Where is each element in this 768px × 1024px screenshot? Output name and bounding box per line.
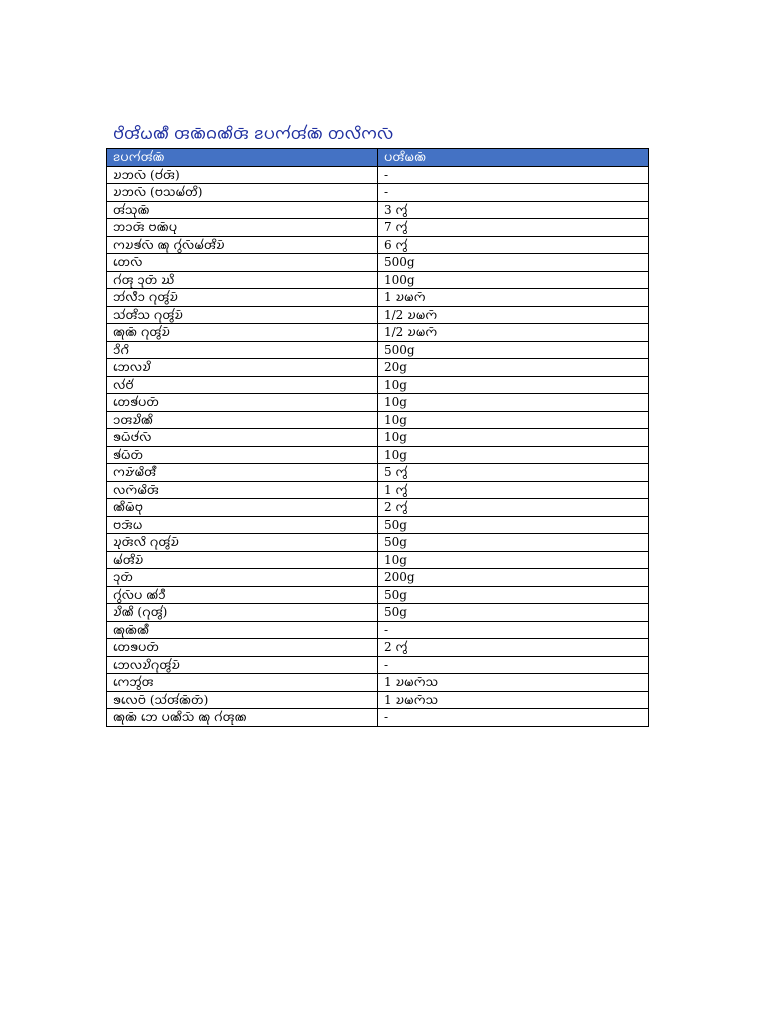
quantity-cell: 1 𑄌𑄟𑄇𑄴𑄥 xyxy=(378,691,649,709)
ingredient-cell: 𑄣𑄇𑄴𑄟𑄨𑄢𑄴 xyxy=(107,481,378,499)
header-quantity: 𑄛𑄢𑄨𑄟𑄚𑄴 xyxy=(378,149,649,167)
table-row xyxy=(107,516,649,534)
quantity-cell: - xyxy=(378,166,649,184)
table-row xyxy=(107,184,649,202)
ingredient-cell: 𑄎𑄧𑄠𑄴𑄖𑄴 xyxy=(107,446,378,464)
ingredient-cell: 𑄃𑄬𑄣𑄌𑄨𑄉𑄪𑄢𑄮𑄌𑄴 xyxy=(107,656,378,674)
quantity-cell: 10g xyxy=(378,551,649,569)
table-row xyxy=(107,166,649,184)
ingredient-cell: 𑄘𑄪𑄖𑄴 xyxy=(107,569,378,587)
table-header-row xyxy=(107,149,649,167)
ingredient-cell: 𑄚𑄪𑄚𑄴 𑄃𑄬 𑄛𑄚𑄨𑄥𑄴 𑄚𑄪 𑄉𑄧𑄢𑄪𑄚 xyxy=(107,709,378,727)
table-row xyxy=(107,621,649,639)
ingredient-cell: 𑄟𑄧𑄢𑄨𑄌𑄴 xyxy=(107,551,378,569)
table-row xyxy=(107,464,649,482)
quantity-cell: 1 𑄇𑄮 xyxy=(378,481,649,499)
quantity-cell: 500g xyxy=(378,254,649,272)
table-row xyxy=(107,656,649,674)
ingredient-cell: 𑄝𑄞𑄴𑄠 xyxy=(107,516,378,534)
quantity-cell: 1 𑄌𑄟𑄇𑄴 xyxy=(378,289,649,307)
ingredient-cell: 𑄘𑄢𑄌𑄨𑄚𑄨 xyxy=(107,411,378,429)
table-row xyxy=(107,341,649,359)
ingredient-cell: 𑄎𑄠𑄴𑄜𑄧𑄣𑄴 xyxy=(107,429,378,447)
table-row xyxy=(107,324,649,342)
quantity-cell: 50g xyxy=(378,604,649,622)
quantity-cell: 20g xyxy=(378,359,649,377)
ingredients-table xyxy=(106,148,649,727)
quantity-cell: 500g xyxy=(378,341,649,359)
ingredient-cell: 𑄇𑄌𑄎𑄧𑄣𑄴 𑄚𑄪 𑄉𑄮𑄣𑄴𑄟𑄧𑄢𑄨𑄌𑄴 xyxy=(107,236,378,254)
quantity-cell: 10g xyxy=(378,446,649,464)
ingredient-cell: 𑄌𑄪𑄢𑄴𑄣𑄨 𑄉𑄪𑄢𑄮𑄌𑄴 xyxy=(107,534,378,552)
table-row xyxy=(107,691,649,709)
quantity-cell: 10g xyxy=(378,376,649,394)
table-row xyxy=(107,394,649,412)
ingredient-cell: 𑄃𑄘𑄢𑄴 𑄝𑄚𑄴𑄛𑄪 xyxy=(107,219,378,237)
quantity-cell: 50g xyxy=(378,516,649,534)
ingredient-cell: 𑄉𑄧𑄢𑄪 𑄘𑄪𑄖𑄴 𑄊𑄨 xyxy=(107,271,378,289)
table-row xyxy=(107,376,649,394)
quantity-cell: 2 𑄇𑄮 xyxy=(378,639,649,657)
table-row xyxy=(107,289,649,307)
quantity-cell: 3 𑄇𑄮 xyxy=(378,201,649,219)
table-row xyxy=(107,306,649,324)
table-row xyxy=(107,219,649,237)
quantity-cell: 1 𑄌𑄟𑄇𑄴𑄥 xyxy=(378,674,649,692)
table-row xyxy=(107,359,649,377)
ingredient-cell: 𑄌𑄨𑄚𑄨 (𑄉𑄪𑄢𑄮) xyxy=(107,604,378,622)
ingredient-cell: 𑄥𑄧𑄢𑄨𑄥 𑄉𑄪𑄢𑄮𑄌𑄴 xyxy=(107,306,378,324)
table-row xyxy=(107,254,649,272)
table-row xyxy=(107,534,649,552)
quantity-cell: - xyxy=(378,709,649,727)
ingredient-cell: 𑄚𑄪𑄚𑄴 𑄉𑄪𑄢𑄮𑄌𑄴 xyxy=(107,324,378,342)
ingredient-cell: 𑄃𑄧𑄣𑄩𑄘 𑄉𑄪𑄢𑄮𑄌𑄴 xyxy=(107,289,378,307)
table-row xyxy=(107,709,649,727)
quantity-cell: 100g xyxy=(378,271,649,289)
ingredient-cell: 𑄘𑄨𑄉𑄨 xyxy=(107,341,378,359)
table-row xyxy=(107,446,649,464)
ingredient-cell: 𑄣𑄧𑄝𑄧𑄁 xyxy=(107,376,378,394)
table-row xyxy=(107,499,649,517)
quantity-cell: 6 𑄇𑄮 xyxy=(378,236,649,254)
quantity-cell: 5 𑄇𑄮 xyxy=(378,464,649,482)
quantity-cell: - xyxy=(378,184,649,202)
quantity-cell: 2 𑄇𑄮 xyxy=(378,499,649,517)
quantity-cell: 10g xyxy=(378,429,649,447)
table-row xyxy=(107,481,649,499)
quantity-cell: 1/2 𑄌𑄟𑄇𑄴 xyxy=(378,324,649,342)
ingredient-cell: 𑄌𑄃𑄣𑄴 (𑄝𑄥𑄟𑄧𑄖𑄨) xyxy=(107,184,378,202)
table-row xyxy=(107,411,649,429)
ingredient-cell: 𑄃𑄬𑄣𑄌𑄨 xyxy=(107,359,378,377)
quantity-cell: 50g xyxy=(378,586,649,604)
ingredient-cell: 𑄖𑄬𑄎𑄧𑄛𑄖𑄴 xyxy=(107,394,378,412)
quantity-cell: 7 𑄇𑄮 xyxy=(378,219,649,237)
table-row xyxy=(107,236,649,254)
table-body xyxy=(107,166,649,726)
quantity-cell: 50g xyxy=(378,534,649,552)
header-ingredient: 𑄅𑄛𑄇𑄧𑄢𑄧𑄚𑄴 xyxy=(107,149,378,167)
quantity-cell: 10g xyxy=(378,394,649,412)
table-row xyxy=(107,201,649,219)
quantity-cell: 200g xyxy=(378,569,649,587)
ingredient-cell: 𑄇𑄬𑄃𑄮𑄢 xyxy=(107,674,378,692)
quantity-cell: - xyxy=(378,656,649,674)
table-row xyxy=(107,569,649,587)
ingredient-cell: 𑄢𑄧𑄥𑄪𑄚𑄴 xyxy=(107,201,378,219)
ingredient-cell: 𑄖𑄬𑄎𑄛𑄖𑄴 xyxy=(107,639,378,657)
table-row xyxy=(107,674,649,692)
ingredient-cell: 𑄚𑄨𑄟𑄴𑄝𑄪 xyxy=(107,499,378,517)
table-row xyxy=(107,639,649,657)
table-row xyxy=(107,551,649,569)
ingredient-cell: 𑄉𑄮𑄣𑄴𑄛 𑄚𑄧𑄘𑄩 xyxy=(107,586,378,604)
ingredient-cell: 𑄖𑄬𑄣𑄴 xyxy=(107,254,378,272)
table-row xyxy=(107,604,649,622)
quantity-cell: - xyxy=(378,621,649,639)
quantity-cell: 1/2 𑄌𑄟𑄇𑄴 xyxy=(378,306,649,324)
ingredient-cell: 𑄌𑄃𑄣𑄴 (𑄝𑄧𑄢𑄴) xyxy=(107,166,378,184)
table-row xyxy=(107,586,649,604)
ingredient-cell: 𑄎𑄣𑄬𑄝𑄴 (𑄥𑄧𑄢𑄧𑄚𑄴𑄖𑄴) xyxy=(107,691,378,709)
ingredient-cell: 𑄇𑄏𑄴𑄟𑄨𑄢𑄩 xyxy=(107,464,378,482)
quantity-cell: 10g xyxy=(378,411,649,429)
table-row xyxy=(107,429,649,447)
ingredient-cell: 𑄚𑄪𑄚𑄴𑄚𑄩 xyxy=(107,621,378,639)
table-row xyxy=(107,271,649,289)
page-title: 𑄝𑄨𑄢𑄨𑄠𑄚𑄩 𑄢𑄚𑄴𑄙𑄚𑄨𑄢𑄴 𑄅𑄛𑄇𑄧𑄢𑄧𑄚𑄴 𑄖𑄣𑄨𑄇𑄣𑄴 xyxy=(113,124,394,143)
